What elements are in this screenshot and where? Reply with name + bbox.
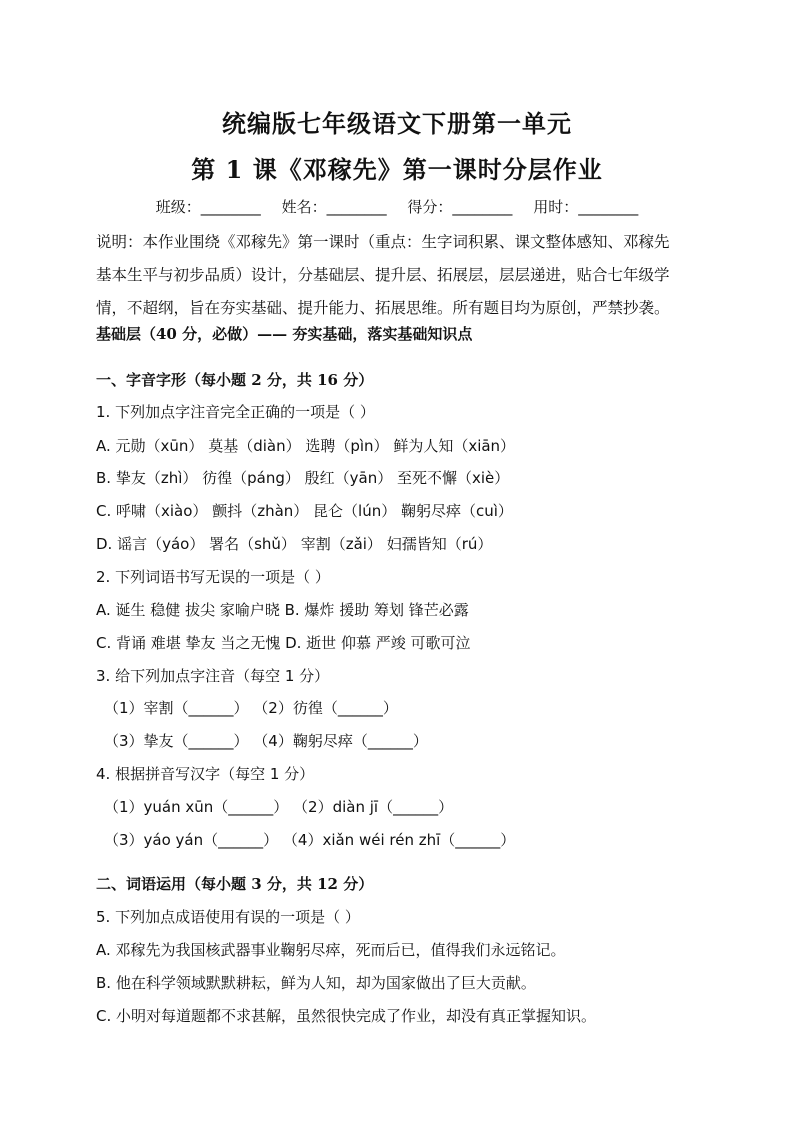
- description-paragraph: [96, 226, 706, 325]
- blank-row: （1）yuán xūn（______） （2）diàn jī（______）: [104, 798, 454, 816]
- description-line: 基本生平与初步品质）设计，分基础层、提升层、拓展层，层层递进，贴合七年级学: [96, 266, 670, 284]
- blank-row: （1）宰割（______） （2）彷徨（______）: [104, 699, 398, 717]
- option-b: B. 挚友（zhì） 彷徨（páng） 殷红（yān） 至死不懈（xiè）: [96, 469, 510, 487]
- time-field: 用时：________: [533, 198, 639, 216]
- option-c: C. 呼啸（xiào） 颤抖（zhàn） 昆仑（lún） 鞠躬尽瘁（cuì）: [96, 502, 513, 520]
- student-info-row: [0, 196, 794, 217]
- class-field: 班级：________: [155, 198, 261, 216]
- description-line: 情，不超纲，旨在夯实基础、提升能力、拓展思维。所有题目均为原创，严禁抄袭。: [96, 299, 670, 317]
- option-c: C. 小明对每道题都不求甚解，虽然很快完成了作业，却没有真正掌握知识。: [96, 1007, 597, 1025]
- page-title: 统编版七年级语文下册第一单元: [222, 109, 572, 138]
- name-field: 姓名：________: [281, 198, 387, 216]
- option-a: A. 元勋（xūn） 莫基（diàn） 选聘（pìn） 鲜为人知（xiān）: [96, 437, 516, 455]
- option-a-b: A. 诞生 稳健 拔尖 家喻户晓 B. 爆炸 援助 筹划 锋芒必露: [96, 601, 469, 619]
- question-4: 4. 根据拼音写汉字（每空 1 分）: [96, 765, 315, 783]
- question-2: 2. 下列词语书写无误的一项是（ ）: [96, 568, 330, 586]
- page-subtitle: 第 1 课《邓稼先》第一课时分层作业: [191, 155, 603, 184]
- description-line: 说明：本作业围绕《邓稼先》第一课时（重点：生字词积累、课文整体感知、邓稼先: [96, 233, 670, 251]
- question-5: 5. 下列加点成语使用有误的一项是（ ）: [96, 908, 360, 926]
- part-heading-pronunciation: 一、字音字形（每小题 2 分，共 16 分）: [96, 371, 374, 389]
- question-1: 1. 下列加点字注音完全正确的一项是（ ）: [96, 403, 375, 421]
- score-field: 得分：________: [407, 198, 513, 216]
- option-c-d: C. 背诵 难堪 挚友 当之无愧 D. 逝世 仰慕 严竣 可歌可泣: [96, 634, 471, 652]
- option-a: A. 邓稼先为我国核武器事业鞠躬尽瘁，死而后已，值得我们永远铭记。: [96, 941, 566, 959]
- section-heading-basic: 基础层（40 分，必做）—— 夯实基础，落实基础知识点: [96, 325, 473, 343]
- part-heading-vocabulary: 二、词语运用（每小题 3 分，共 12 分）: [96, 875, 374, 893]
- blank-row: （3）yáo yán（______） （4）xiǎn wéi rén zhī（______）: [104, 831, 516, 849]
- option-d: D. 谣言（yáo） 署名（shǔ） 宰割（zǎi） 妇孺皆知（rú）: [96, 535, 493, 553]
- option-b: B. 他在科学领域默默耕耘，鲜为人知，却为国家做出了巨大贡献。: [96, 974, 536, 992]
- question-3: 3. 给下列加点字注音（每空 1 分）: [96, 667, 330, 685]
- blank-row: （3）挚友（______） （4）鞠躬尽瘁（______）: [104, 732, 428, 750]
